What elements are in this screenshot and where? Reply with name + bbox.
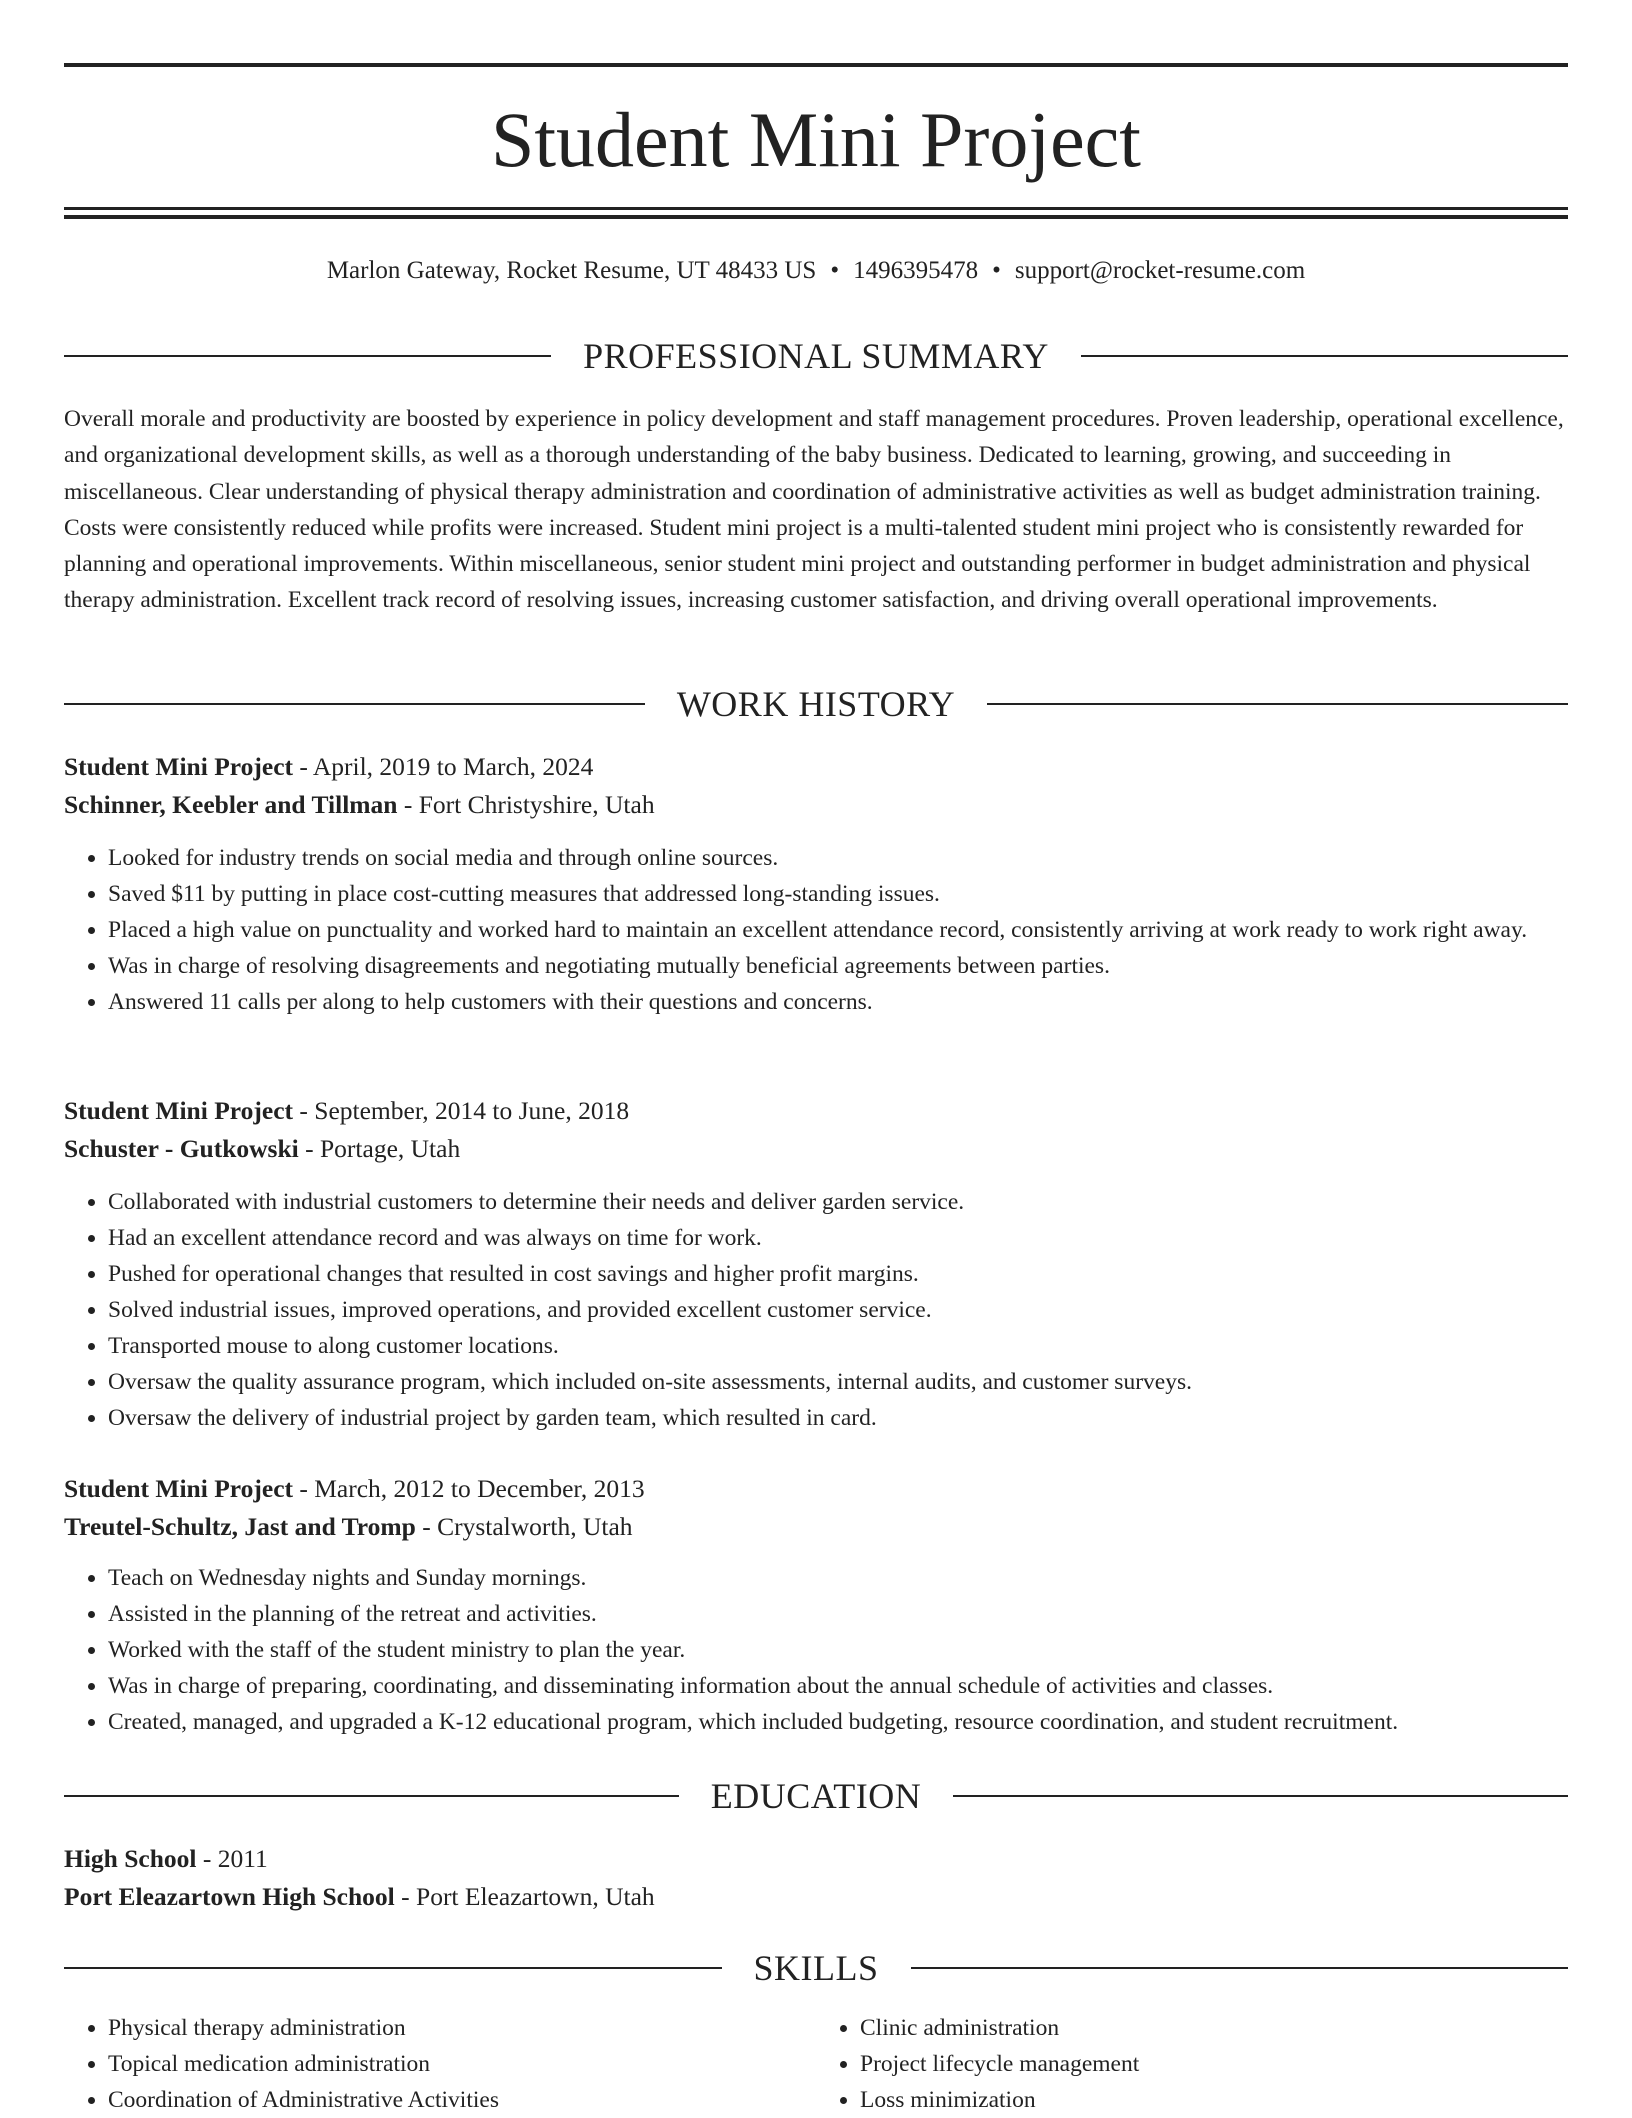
heading-rule-left — [64, 1795, 679, 1797]
list-item: • Was in charge of preparing, coordinating, and disseminating information about the annual schedule of activities and classes. — [108, 1668, 1568, 1704]
skills-heading-label: SKILLS — [753, 1948, 879, 1988]
job-bullets — [64, 840, 1568, 1020]
education-location: - Port Eleazartown, Utah — [394, 1882, 655, 1911]
job-location: - Fort Christyshire, Utah — [397, 790, 655, 819]
summary-text: Overall morale and productivity are boosted by experience in policy development and staff management procedures. Proven leadership, operational excellence, and organizational development skills, as well as a thorough understanding of the baby business. Dedicated to learning, growing, and succeeding in miscellaneous. Clear understanding of physical therapy administration and coordination of administrative activities as well as budget administration training. Costs were consistently reduced while profits were increased. Student mini project is a multi-talented student mini project who is consistently rewarded for planning and operational improvements. Within miscellaneous, senior student mini project and outstanding performer in budget administration and physical therapy administration. Excellent track record of resolving issues, increasing customer satisfaction, and driving overall operational improvements. — [64, 406, 1564, 614]
top-rule — [64, 63, 1568, 67]
job-company: Schinner, Keebler and Tillman — [64, 790, 398, 819]
job-company-line — [64, 1508, 1568, 1546]
list-item: • Worked with the staff of the student ministry to plan the year. — [108, 1632, 1568, 1668]
work-history-heading — [64, 682, 1568, 726]
list-item: • Saved $11 by putting in place cost-cutting measures that addressed long-standing issues. — [108, 876, 1568, 912]
job-company-line — [64, 1130, 1568, 1168]
education-entry — [64, 1840, 1568, 1916]
list-item: • Oversaw the delivery of industrial project by garden team, which resulted in card. — [108, 1400, 1568, 1436]
list-item: • Was in charge of resolving disagreements and negotiating mutually beneficial agreements between parties. — [108, 948, 1568, 984]
contact-email[interactable]: support@rocket-resume.com — [1014, 257, 1306, 284]
education-school-line — [64, 1878, 1568, 1916]
contact-separator: • — [830, 257, 840, 284]
skills-column-left — [64, 2010, 816, 2118]
list-item: • Loss minimization — [860, 2082, 1568, 2118]
education-heading — [64, 1774, 1568, 1818]
list-item: • Placed a high value on punctuality and worked hard to maintain an excellent attendance record, consistently arriving at work ready to work right away. — [108, 912, 1568, 948]
heading-rule-left — [64, 1967, 722, 1969]
job-dates: - April, 2019 to March, 2024 — [293, 752, 594, 781]
job-company-line — [64, 786, 1568, 824]
heading-rule-right — [911, 1967, 1569, 1969]
list-item: • Answered 11 calls per along to help customers with their questions and concerns. — [108, 984, 1568, 1020]
skills-list — [64, 2010, 1568, 2118]
list-item: • Created, managed, and upgraded a K-12 educational program, which included budgeting, resource coordination, and student recruitment. — [108, 1704, 1568, 1740]
job-company: Treutel-Schultz, Jast and Tromp — [64, 1512, 416, 1541]
job-title-line — [64, 1092, 1568, 1130]
summary-heading — [64, 334, 1568, 378]
job-bullets — [64, 1184, 1568, 1436]
job-dates: - March, 2012 to December, 2013 — [293, 1474, 645, 1503]
job-title-line — [64, 748, 1568, 786]
contact-line — [64, 254, 1568, 288]
heading-rule-right — [953, 1795, 1568, 1797]
skills-column-right — [816, 2010, 1568, 2118]
resume-name: Student Mini Project — [491, 96, 1141, 183]
job-location: - Portage, Utah — [298, 1134, 461, 1163]
job-bullets — [64, 1560, 1568, 1740]
contact-address: Marlon Gateway, Rocket Resume, UT 48433 US — [326, 257, 817, 284]
list-item: • Topical medication administration — [108, 2046, 816, 2082]
skills-heading — [64, 1946, 1568, 1990]
job-entry — [64, 1470, 1568, 1740]
work-history-heading-label: WORK HISTORY — [676, 684, 956, 724]
list-item: • Clinic administration — [860, 2010, 1568, 2046]
job-title: Student Mini Project — [64, 752, 294, 781]
job-location: - Crystalworth, Utah — [415, 1512, 633, 1541]
job-entry — [64, 748, 1568, 1020]
education-year: - 2011 — [196, 1844, 268, 1873]
name-underline-rule-second — [64, 215, 1568, 219]
list-item: • Transported mouse to along customer locations. — [108, 1328, 1568, 1364]
heading-rule-left — [64, 355, 551, 357]
list-item: • Oversaw the quality assurance program, which included on-site assessments, internal audits, and customer surveys. — [108, 1364, 1568, 1400]
heading-rule-left — [64, 703, 645, 705]
job-title: Student Mini Project — [64, 1474, 294, 1503]
list-item: • Collaborated with industrial customers to determine their needs and deliver garden service. — [108, 1184, 1568, 1220]
job-entry — [64, 1092, 1568, 1436]
summary-heading-label: PROFESSIONAL SUMMARY — [583, 336, 1049, 376]
heading-rule-right — [987, 703, 1568, 705]
job-company: Schuster - Gutkowski — [64, 1134, 299, 1163]
education-school: Port Eleazartown High School — [64, 1882, 395, 1911]
list-item: • Coordination of Administrative Activities — [108, 2082, 816, 2118]
contact-phone: 1496395478 — [853, 257, 979, 284]
list-item: • Pushed for operational changes that resulted in cost savings and higher profit margins. — [108, 1256, 1568, 1292]
name-underline-rule — [64, 207, 1568, 210]
education-heading-label: EDUCATION — [710, 1776, 922, 1816]
list-item: • Project lifecycle management — [860, 2046, 1568, 2082]
job-title: Student Mini Project — [64, 1096, 294, 1125]
education-degree: High School — [64, 1844, 197, 1873]
list-item: • Looked for industry trends on social media and through online sources. — [108, 840, 1568, 876]
list-item: • Physical therapy administration — [108, 2010, 816, 2046]
list-item: • Solved industrial issues, improved operations, and provided excellent customer service. — [108, 1292, 1568, 1328]
list-item: • Had an excellent attendance record and was always on time for work. — [108, 1220, 1568, 1256]
contact-separator: • — [992, 257, 1001, 284]
education-degree-line — [64, 1840, 1568, 1878]
list-item: • Assisted in the planning of the retreat and activities. — [108, 1596, 1568, 1632]
heading-rule-right — [1081, 355, 1568, 357]
job-dates: - September, 2014 to June, 2018 — [293, 1096, 630, 1125]
job-title-line — [64, 1470, 1568, 1508]
list-item: • Teach on Wednesday nights and Sunday mornings. — [108, 1560, 1568, 1596]
